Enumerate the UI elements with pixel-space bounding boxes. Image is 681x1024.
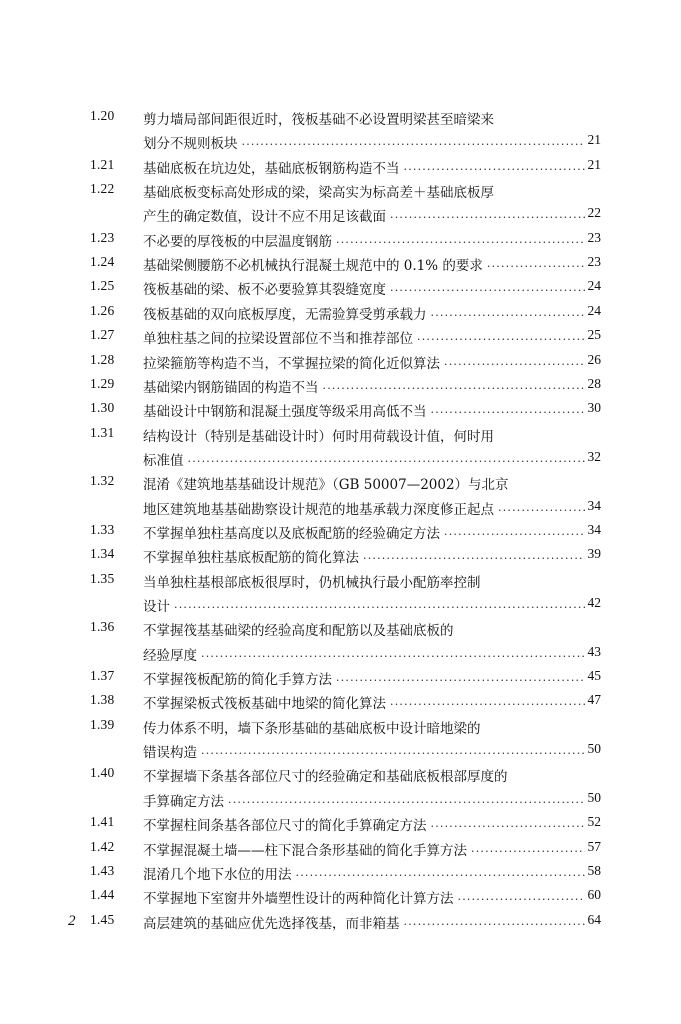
leader-row: [143, 254, 585, 274]
leader-row: [143, 376, 585, 396]
entry-title: 传力体系不明，墙下条形基础的基础底板中设计暗地梁的: [143, 720, 481, 737]
leader-row: [143, 157, 585, 177]
dot-leader: [390, 698, 585, 711]
toc-line: [0, 425, 681, 447]
toc-line: [0, 205, 681, 227]
page-ref: 50: [587, 789, 601, 805]
section-number: 1.21: [90, 156, 115, 172]
page-number: 2: [68, 913, 76, 929]
leader-row: [143, 668, 585, 688]
toc-line: [0, 449, 681, 471]
dot-leader: [242, 138, 586, 151]
dot-leader: [444, 358, 585, 371]
toc-line: [0, 132, 681, 154]
dot-leader: [390, 211, 585, 224]
entry-title: 错误构造: [143, 745, 197, 762]
entry-title: 设计: [143, 598, 170, 615]
page-ref: 32: [587, 448, 601, 464]
entry-title: 拉梁箍筋等构造不当，不掌握拉梁的简化近似算法: [143, 355, 440, 372]
toc-line: [0, 400, 681, 422]
dot-leader: [228, 796, 585, 809]
page-ref: 28: [587, 375, 601, 391]
toc-line: [0, 814, 681, 836]
leader-row: [143, 278, 585, 298]
dot-leader: [431, 309, 586, 322]
page-ref: 30: [587, 400, 601, 416]
section-number: 1.38: [90, 692, 115, 708]
dot-leader: [201, 650, 585, 663]
entry-title: 产生的确定数值，设计不应不用足该截面: [143, 209, 386, 226]
entry-title: 基础底板变标高处形成的梁，梁高实为标高差＋基础底板厚: [143, 185, 494, 202]
toc-line: [0, 887, 681, 909]
entry-title: 基础梁侧腰筋不必机械执行混凝土规范中的 0.1% 的要求: [143, 258, 483, 275]
leader-row: [143, 814, 585, 834]
toc-line: [0, 571, 681, 593]
leader-row: [143, 327, 585, 347]
toc-line: [0, 912, 681, 934]
toc-line: [0, 157, 681, 179]
section-number: 1.25: [90, 278, 115, 294]
dot-leader: [336, 236, 585, 249]
toc-line: [0, 181, 681, 203]
leader-row: [143, 132, 585, 152]
toc-line: [0, 278, 681, 300]
toc-line: [0, 790, 681, 812]
entry-title: 经验厚度: [143, 647, 197, 664]
page-ref: 60: [587, 887, 601, 903]
section-number: 1.36: [90, 619, 115, 635]
entry-title: 不掌握柱间条基各部位尺寸的简化手算确定方法: [143, 818, 427, 835]
entry-title: 不必要的厚筏板的中层温度钢筋: [143, 233, 332, 250]
entry-title: 混淆几个地下水位的用法: [143, 866, 292, 883]
page-ref: 43: [587, 643, 601, 659]
leader-row: [143, 205, 585, 225]
toc-line: [0, 668, 681, 690]
entry-title: 结构设计（特别是基础设计时）何时用荷载设计值，何时用: [143, 428, 494, 445]
entry-title: 手算确定方法: [143, 793, 224, 810]
dot-leader: [404, 918, 586, 931]
page-ref: 21: [587, 156, 601, 172]
section-number: 1.42: [90, 838, 115, 854]
toc-line: [0, 498, 681, 520]
toc-line: [0, 863, 681, 885]
entry-title: 筏板基础的梁、板不必要验算其裂缝宽度: [143, 282, 386, 299]
leader-row: [143, 839, 585, 859]
toc-line: [0, 230, 681, 252]
toc-line: [0, 108, 681, 130]
section-number: 1.43: [90, 862, 115, 878]
section-number: 1.29: [90, 375, 115, 391]
section-number: 1.24: [90, 254, 115, 270]
dot-leader: [174, 601, 585, 614]
section-number: 1.30: [90, 400, 115, 416]
leader-row: [143, 303, 585, 323]
entry-title: 基础底板在坑边处，基础底板钢筋构造不当: [143, 160, 400, 177]
dot-leader: [431, 820, 586, 833]
entry-title: 基础设计中钢筋和混凝土强度等级采用高低不当: [143, 404, 427, 421]
entry-title: 不掌握地下室窗井外墙塑性设计的两种简化计算方法: [143, 891, 454, 908]
leader-row: [143, 546, 585, 566]
entry-title: 基础梁内钢筋锚固的构造不当: [143, 379, 319, 396]
page-ref: 34: [587, 497, 601, 513]
dot-leader: [498, 504, 585, 517]
entry-title: 混淆《建筑地基基础设计规范》（GB 50007—2002）与北京: [143, 477, 509, 494]
toc-line: [0, 692, 681, 714]
toc-line: [0, 717, 681, 739]
entry-title: 不掌握单独柱基底板配筋的简化算法: [143, 550, 359, 567]
toc-line: [0, 765, 681, 787]
toc-line: [0, 303, 681, 325]
dot-leader: [404, 163, 586, 176]
section-number: 1.34: [90, 546, 115, 562]
page-ref: 21: [587, 132, 601, 148]
entry-title: 剪力墙局部间距很近时，筏板基础不必设置明梁甚至暗梁来: [143, 112, 494, 128]
leader-row: [143, 498, 585, 518]
dot-leader: [444, 528, 585, 541]
leader-row: [143, 644, 585, 664]
toc-line: [0, 327, 681, 349]
entry-title: 筏板基础的双向底板厚度，无需验算受剪承载力: [143, 306, 427, 323]
leader-row: [143, 449, 585, 469]
section-number: 1.32: [90, 473, 115, 489]
page-ref: 22: [587, 205, 601, 221]
dot-leader: [487, 260, 585, 273]
section-number: 1.33: [90, 521, 115, 537]
entry-title: 不掌握墙下条基各部位尺寸的经验确定和基础底板根部厚度的: [143, 769, 508, 786]
section-number: 1.37: [90, 668, 115, 684]
section-number: 1.44: [90, 887, 115, 903]
entry-title: 高层建筑的基础应优先选择筏基，而非箱基: [143, 915, 400, 932]
leader-row: [143, 741, 585, 761]
page-ref: 52: [587, 814, 601, 830]
entry-title: 不掌握筏板配筋的简化手算方法: [143, 672, 332, 689]
toc-line: [0, 254, 681, 276]
entry-title: 不掌握筏基基础梁的经验高度和配筋以及基础底板的: [143, 623, 454, 640]
section-number: 1.40: [90, 765, 115, 781]
page-ref: 24: [587, 302, 601, 318]
leader-row: [143, 522, 585, 542]
leader-row: [143, 595, 585, 615]
section-number: 1.23: [90, 229, 115, 245]
dot-leader: [471, 845, 585, 858]
leader-row: [143, 863, 585, 883]
section-number: 1.45: [90, 911, 115, 927]
toc-line: [0, 644, 681, 666]
leader-row: [143, 400, 585, 420]
entry-title: 划分不规则板块: [143, 136, 238, 153]
dot-leader: [188, 455, 586, 468]
page-ref: 34: [587, 521, 601, 537]
leader-row: [143, 352, 585, 372]
entry-title: 地区建筑地基基础勘察设计规范的地基承载力深度修正起点: [143, 501, 494, 518]
dot-leader: [336, 674, 585, 687]
page-ref: 58: [587, 862, 601, 878]
dot-leader: [417, 333, 585, 346]
page-ref: 42: [587, 594, 601, 610]
toc-line: [0, 352, 681, 374]
dot-leader: [458, 893, 586, 906]
page-ref: 39: [587, 546, 601, 562]
page-ref: 25: [587, 327, 601, 343]
page-ref: 57: [587, 838, 601, 854]
dot-leader: [201, 747, 585, 760]
leader-row: [143, 912, 585, 932]
dot-leader: [390, 284, 585, 297]
leader-row: [143, 230, 585, 250]
section-number: 1.28: [90, 351, 115, 367]
toc-line: [0, 546, 681, 568]
page-ref: 23: [587, 229, 601, 245]
section-number: 1.39: [90, 716, 115, 732]
entry-title: 不掌握混凝土墙——柱下混合条形基础的简化手算方法: [143, 842, 467, 859]
dot-leader: [363, 552, 585, 565]
page-ref: 24: [587, 278, 601, 294]
section-number: 1.41: [90, 814, 115, 830]
toc-line: [0, 522, 681, 544]
entry-title: 标准值: [143, 452, 184, 469]
page-ref: 64: [587, 911, 601, 927]
leader-row: [143, 887, 585, 907]
toc-line: [0, 473, 681, 495]
toc-line: [0, 376, 681, 398]
entry-title: 单独柱基之间的拉梁设置部位不当和推荐部位: [143, 331, 413, 348]
page-ref: 47: [587, 692, 601, 708]
section-number: 1.22: [90, 181, 115, 197]
dot-leader: [296, 869, 586, 882]
toc-line: [0, 839, 681, 861]
section-number: 1.20: [90, 108, 115, 123]
section-number: 1.27: [90, 327, 115, 343]
leader-row: [143, 790, 585, 810]
section-number: 1.35: [90, 570, 115, 586]
section-number: 1.26: [90, 302, 115, 318]
dot-leader: [431, 406, 586, 419]
entry-title: 当单独柱基根部底板很厚时，仍机械执行最小配筋率控制: [143, 574, 481, 591]
page-ref: 50: [587, 741, 601, 757]
page-ref: 26: [587, 351, 601, 367]
page-ref: 23: [587, 254, 601, 270]
section-number: 1.31: [90, 424, 115, 440]
entry-title: 不掌握单独柱基高度以及底板配筋的经验确定方法: [143, 525, 440, 542]
entry-title: 不掌握梁板式筏板基础中地梁的简化算法: [143, 696, 386, 713]
page-ref: 45: [587, 668, 601, 684]
dot-leader: [323, 382, 586, 395]
toc-line: [0, 741, 681, 763]
leader-row: [143, 692, 585, 712]
toc-line: [0, 619, 681, 641]
toc-line: [0, 595, 681, 617]
